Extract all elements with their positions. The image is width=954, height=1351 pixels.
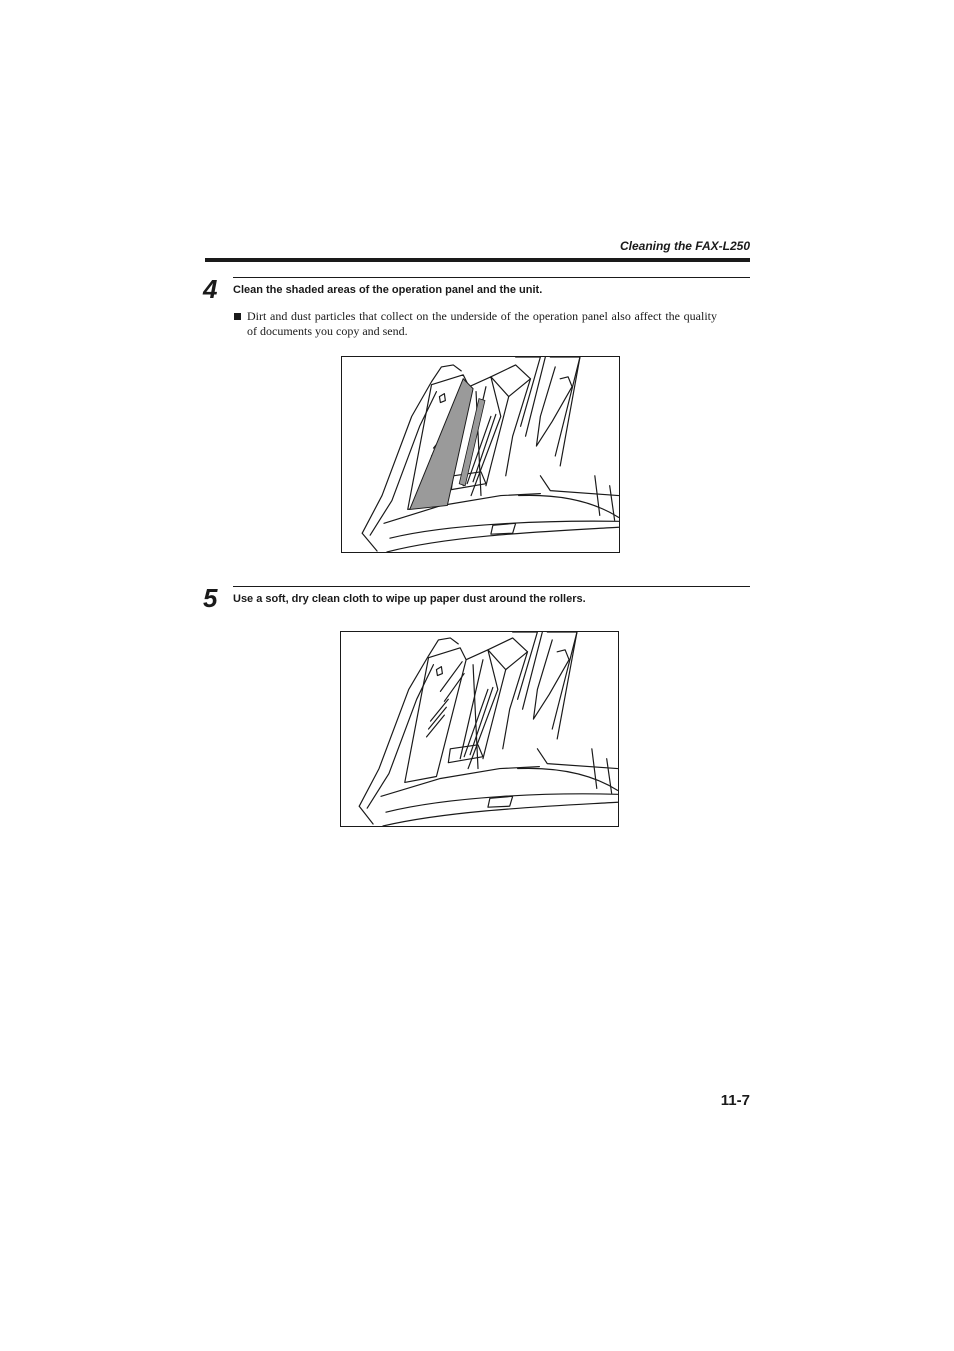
page-number: 11-7	[720, 1092, 750, 1109]
step-number-5: 5	[203, 583, 218, 613]
step-5-instruction: Use a soft, dry clean cloth to wipe up paper dust around the rollers.	[233, 593, 586, 605]
running-header: Cleaning the FAX-L250	[619, 239, 750, 253]
step-4-note: Dirt and dust particles that collect on the underside of the operation panel also affect the quality of documents you copy and send.	[247, 309, 717, 338]
figure-operation-panel-shaded	[341, 356, 620, 553]
fax-illustration-rollers	[341, 632, 618, 826]
step-5-rule	[233, 586, 750, 587]
step-4-instruction: Clean the shaded areas of the operation panel and the unit.	[233, 284, 543, 296]
step-4-rule	[233, 277, 750, 278]
fax-illustration-shaded	[342, 357, 619, 552]
step-number-4: 4	[203, 274, 218, 304]
bullet-square-icon	[234, 313, 241, 320]
header-rule	[205, 258, 750, 262]
figure-rollers-cleaning	[340, 631, 619, 827]
